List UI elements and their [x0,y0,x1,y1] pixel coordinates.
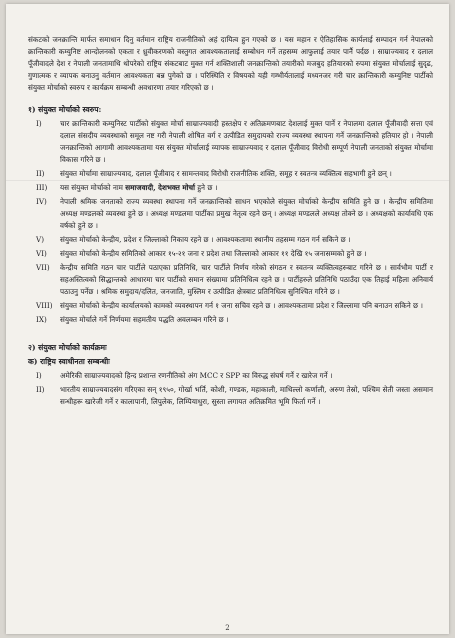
list-item [28,196,433,232]
item-text: संयुक्त मोर्चाको केन्द्रीय समितिको आकार १५-२१ जना र प्रदेश तथा जिल्लाको आकार ११ देखि १५ जनासम्मको हुने छ । [60,249,367,258]
list-item [28,370,433,382]
item-number: IV) [36,197,47,206]
list-item [28,300,433,312]
item-number: III) [36,183,48,192]
item-number: II) [36,169,45,178]
item-text [60,182,433,194]
list-item [28,314,433,326]
list-item [28,118,433,166]
section-2-heading: २) संयुक्त मोर्चाको कार्यक्रमः [28,343,107,352]
item-number: VIII) [36,301,53,310]
section-1-heading: १) संयुक्त मोर्चाको स्वरुप: [28,105,102,114]
item-number: V) [36,235,44,244]
intro-paragraph: संकटको जनक्रान्ति मार्फत समाधान दिनु वर्तमान राष्ट्रिय राजनीतिको अहं दायित्व हुन गएको छ । यस महान र ऐतिहासिक कार्यलाई सम्पादन गर्न नेपालको क्रान्तिकारी कम्युनिष्ट आन्दोलनको एकता र ध्रुवीकरणको वस्तुगत आवश्यकतालाई सम्बोधन गर्ने तहसम्म आफुलाई तयार पार्नै पर्दछ । साम्राज्यवाद र दलाल पूँजीवादले देश र नेपाली जनतामाथि थोपरेको राष्ट्रिय संकटबाट मुक्त गर्न शक्तिशाली जनक्रान्तिको तयारीको मजबुद हतियारको रुपमा संयुक्त मोर्चालाई सुदृढ, गुणात्मक र व्यापक बनाउनु वर्तमान आवश्यकता बन्न पुगेको छ । परिस्थिति र विषयको यही गम्भीर्यतालाई मध्यनजर गरी चार क्रान्तिकारी कम्युनिष्ट पार्टीको संयुक्त मोर्चाको स्वरुप र कार्यक्रम सम्बन्धी अवधारणा तयार गरिएको छ । [28,35,433,92]
item-text: संयुक्त मोर्चाको केन्द्रीय कार्यालयको कामको व्यवस्थापन गर्न १ जना सचिव रहने छ । आवश्यकतामा प्रदेश र जिल्लामा पनि बनाउन सकिने छ । [60,301,424,310]
item-text: संयुक्त मोर्चाको केन्द्रीय, प्रदेश र जिल्लाको निकाय रहने छ । आवश्यकतामा स्थानीय तहसम्म गठन गर्न सकिने छ । [60,235,351,244]
item-text: नेपाली श्रमिक जनताको राज्य व्यवस्था स्थापना गर्ने जनक्रान्तिको साधन भएकोले संयुक्त मोर्चाको केन्द्रीय समिति हुने छ । केन्द्रीय समितिमा अध्यक्ष मण्डलको व्यवस्था हुने छ । अध्यक्ष मण्डलमा पार्टीका प्रमुख नेतृत्व रहने छन् । अध्यक्ष मण्डलले अध्यक्ष तोक्ने छ । अध्यक्षको कार्यावधि एक वर्षको हुने छ । [60,197,433,230]
item-number: VII) [36,263,50,272]
section-2-subheading: क) राष्ट्रिय स्वाधीनता सम्बन्धीः [28,357,110,366]
item-text: चार क्रान्तिकारी कम्युनिस्ट पार्टीको संयुक्त मोर्चा साम्राज्यवादी हस्तक्षेप र अतिक्रमणबाट देशलाई मुक्त पार्ने र नेपालमा दलाल पूँजीवादी सत्ता एवं दलाल संसदीय व्यवस्थाको समूल नष्ट गरी नेपाली शोषित वर्ग र उत्पीडित समुदायको राज्य व्यवस्था स्थापना गर्ने जनक्रान्तिको हतियार हो । नेपाली जनक्रान्तिको आगामी आवश्यकतामा यस संयुक्त मोर्चालाई व्यापक साम्राज्यवाद र दलाल पूँजीवाद विरोधी सम्पूर्ण नेपाली जनताको संयुक्त मोर्चामा विकास गरिने छ । [60,119,433,164]
item-number: IX) [36,315,47,324]
item-text: संयुक्त मोर्चामा साम्राज्यवाद, दलाल पूँजीवाद र सामन्तवाद विरोधी राजनीतिक शक्ति, समूह र स्वतन्त्र व्यक्तित्व सहभागी हुने छन् । [60,169,392,178]
item-text: संयुक्त मोर्चाले गर्ने निर्णयमा सहमतीय पद्धति अवलम्बन गरिने छ । [60,315,229,324]
item-number: II) [36,385,45,394]
item-number: I) [36,119,42,128]
page-number: 2 [225,624,230,632]
list-item [28,234,433,246]
item-number: VI) [36,249,47,258]
item-text-post: हुने छ । [194,183,218,192]
item-text: भारतीय साम्राज्यवादसंग गरिएका सन् १९५०, गोर्खा भर्ति, कोशी, गण्डक, महाकाली, माथिल्लो कर्णाली, अरुण तेस्रो, पश्चिम सेती जस्ता असमान सन्धीहरू खारेजी गर्ने र कालापानी, लिपुलेक, लिम्पियाधुरा, सुस्ता लगायत अतिक्रमित भूमि फिर्ता गर्ने । [60,385,433,406]
item-text: केन्द्रीय समिति गठन चार पार्टीले पठाएका प्रतिनिधि, चार पार्टीले निर्णय गरेको संगठन र स्वतन्त्र व्यक्तित्वहरुबाट गरिने छ । सार्वभौम पार्टी र सहअस्तित्वको सिद्धान्तको आधारमा चार पार्टीको समान संख्यामा प्रतिनिधित्व रहने छ । पार्टीहरुले प्रतिनिधि पठाउँदा एक तिहाई महिला अनिवार्य पठाउनु पर्नेछ । श्रमिक समुदाय/दलित, जनजाति, मुस्लिम र उत्पीडित क्षेत्रबाट प्रतिनिधित्व सुनिश्चित गरिने छ । [60,263,433,296]
document-body [28,34,433,410]
list-item [28,182,433,194]
front-name: समाजवादी, देशभक्त मोर्चा [125,183,195,192]
list-item [28,262,433,298]
item-number: I) [36,371,42,380]
item-text: अमेरिकी साम्राज्यवादको हिन्द प्रशान्त रणनीतिको अंग MCC र SPP का विरुद्ध संघर्ष गर्ने र खारेज गर्ने । [60,371,333,380]
list-item [28,248,433,260]
list-item [28,384,433,408]
item-text-pre: यस संयुक्त मोर्चाको नाम [60,183,126,192]
section-gap [28,332,433,342]
document-page [6,4,449,634]
list-item [28,168,433,180]
